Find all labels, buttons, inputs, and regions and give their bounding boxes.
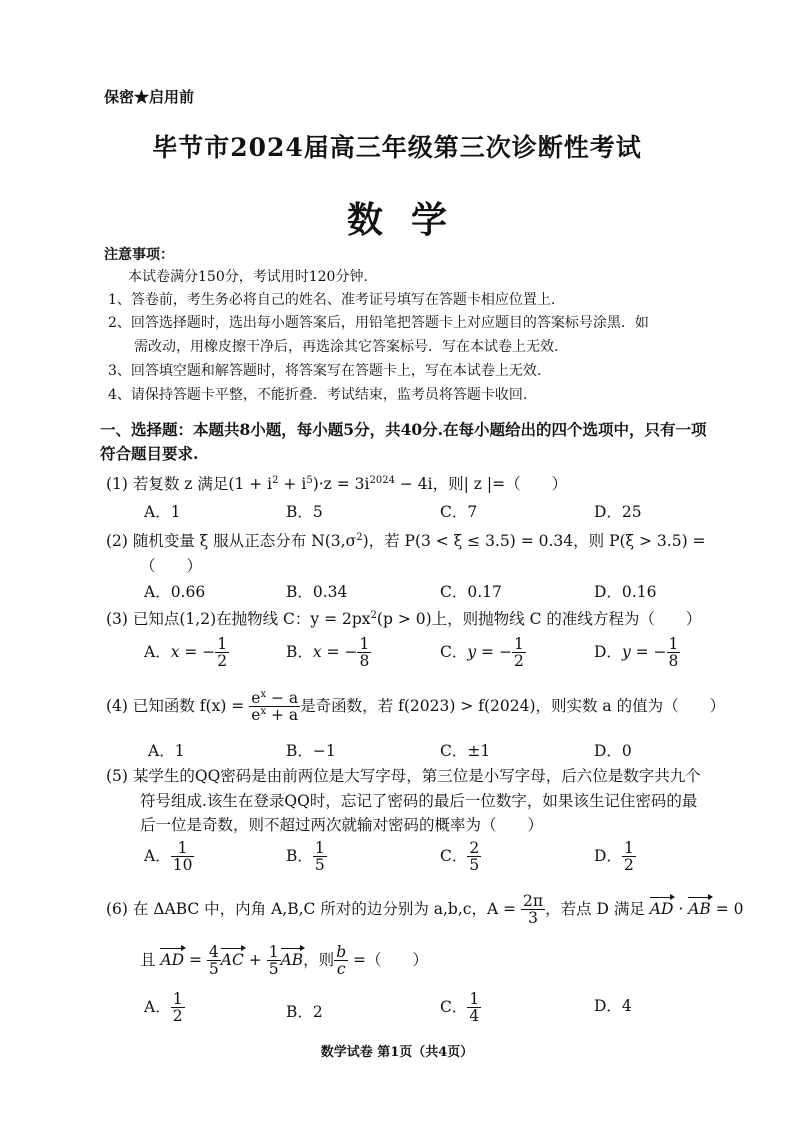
- question-2-option-a: A．0.66: [144, 583, 206, 601]
- question-3-option-b: B．x = − $\frac{1}{8}$: [286, 635, 370, 671]
- note-line: 本试卷满分150分，考试用时120分钟.: [128, 269, 368, 285]
- question-6-option-b: B．2: [286, 1003, 323, 1021]
- section-heading: 一、选择题：本题共8小题，每小题5分，共40分.在每小题给出的四个选项中，只有一项符合题目要求.: [100, 420, 707, 463]
- question-1-option-c: C．7: [440, 503, 478, 521]
- exam-title: 毕节市2024届高三年级第三次诊断性考试: [152, 133, 642, 162]
- question-4-option-a: A．1: [148, 742, 185, 760]
- question-6-condition: 且 AD = $\frac{4}{5}$ AC + $\frac{1}{5}$ AB，则 $\frac{b}{c}$ =（ ）: [140, 943, 429, 979]
- question-2-paren: （ ）: [140, 557, 203, 575]
- question-1-option-a: A．1: [144, 503, 181, 521]
- question-4-option-b: B．−1: [286, 742, 336, 760]
- question-5-line: 符号组成.该生在登录QQ时，忘记了密码的最后一位数字，如果该生记住密码的最: [140, 792, 698, 810]
- question-1-option-b: B．5: [286, 503, 323, 521]
- page-footer: 数学试卷 第1页（共4页）: [320, 1045, 474, 1060]
- question-3-option-d: D．y = − $\frac{1}{8}$: [594, 635, 679, 671]
- question-1-option-d: D．25: [594, 503, 642, 521]
- question-6-option-c: C． $\frac{1}{4}$: [440, 990, 480, 1026]
- question-2-option-c: C．0.17: [440, 583, 502, 601]
- question-1-stem: (1) 若复数 z 满足$(1 + i^2 + i^5)\cdot z = 3i^{2024} - 4i$，则| z |=（ ）: [106, 474, 568, 493]
- subject-title: 数学: [346, 199, 475, 241]
- question-6-stem: (6) 在 ΔABC 中，内角 A,B,C 所对的边分别为 a,b,c，A = $\frac{2\pi}{3}$ ，若点 D 满足 AD · AB = 0: [106, 892, 744, 928]
- question-4-option-d: D．0: [594, 742, 632, 760]
- question-2-stem: (2) 随机变量 ξ 服从正态分布 $N(3,\sigma^2)$，若 P(3 < ξ ≤ 3.5) = 0.34，则 P(ξ > 3.5) =: [106, 531, 706, 550]
- question-4-stem: (4) 已知函数 f(x) = $\frac{e^x - a}{e^x + a}$ 是奇函数，若 f(2023) > f(2024)，则实数 a 的值为（ ）: [106, 689, 726, 725]
- question-5-line: 后一位是奇数，则不超过两次就输对密码的概率为（ ）: [140, 816, 544, 834]
- question-5-option-b: B． $\frac{1}{5}$: [286, 839, 325, 875]
- note-line: 需改动，用橡皮擦干净后，再选涂其它答案标号．写在本试卷上无效.: [134, 339, 559, 355]
- question-5-option-c: C． $\frac{2}{5}$: [440, 839, 480, 875]
- question-5-option-a: A． $\frac{1}{10}$: [144, 839, 193, 875]
- question-3-stem: (3) 已知点(1,2)在抛物线 C：$y = 2px^2(p > 0)$上，则抛物线 C 的准线方程为（ ）: [106, 609, 702, 628]
- question-4-option-c: C．±1: [440, 742, 491, 760]
- question-6-option-d: D．4: [594, 997, 632, 1015]
- question-5-option-d: D． $\frac{1}{2}$: [594, 839, 634, 875]
- confidential-label: 保密★启用前: [104, 88, 195, 106]
- question-3-option-a: A．x = − $\frac{1}{2}$: [144, 635, 228, 671]
- note-line: 1、答卷前，考生务必将自己的姓名、准考证号填写在答题卡相应位置上.: [108, 292, 556, 308]
- note-line: 3、回答填空题和解答题时，将答案写在答题卡上，写在本试卷上无效.: [108, 363, 542, 379]
- notes-heading: 注意事项：: [104, 247, 174, 263]
- question-2-option-b: B．0.34: [286, 583, 348, 601]
- question-3-option-c: C．y = − $\frac{1}{2}$: [440, 635, 524, 671]
- question-5-line: (5) 某学生的QQ密码是由前两位是大写字母，第三位是小写字母，后六位是数字共九个: [106, 767, 701, 785]
- note-line: 4、请保持答题卡平整，不能折叠．考试结束，监考员将答题卡收回.: [108, 387, 528, 403]
- note-line: 2、回答选择题时，选出每小题答案后，用铅笔把答题卡上对应题目的答案标号涂黑．如: [108, 315, 649, 331]
- question-2-option-d: D．0.16: [594, 583, 657, 601]
- question-6-option-a: A． $\frac{1}{2}$: [144, 990, 183, 1026]
